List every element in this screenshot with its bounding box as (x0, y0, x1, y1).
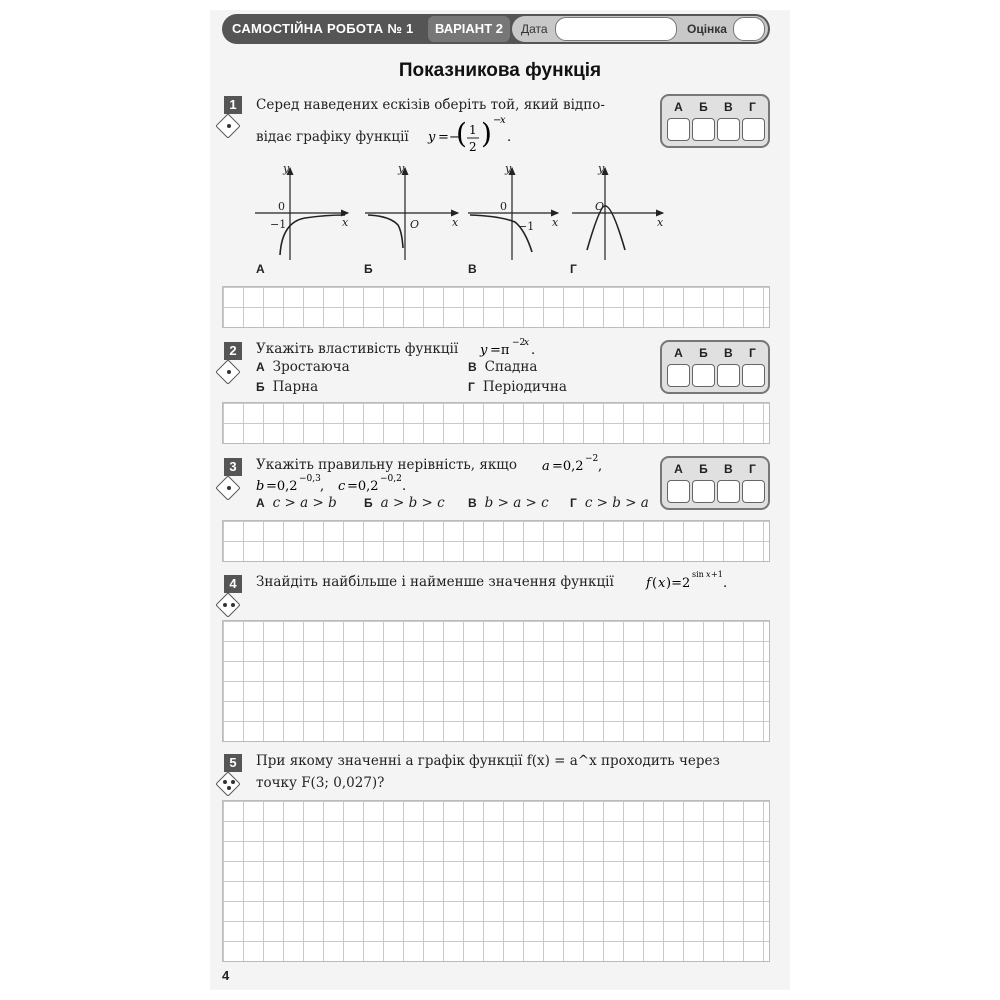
difficulty-dot-icon (227, 786, 231, 790)
svg-text:x: x (552, 216, 559, 229)
svg-text:=0,2: =0,2 (347, 479, 379, 494)
svg-text:−0,2: −0,2 (380, 474, 402, 484)
svg-text:.: . (507, 130, 512, 145)
answer-grid-4[interactable] (222, 620, 770, 742)
task-2-text (256, 340, 458, 358)
task-2-option-g: Г Періодична (468, 379, 567, 395)
answer-letter: А (674, 100, 683, 114)
svg-text:−2: −2 (512, 338, 526, 348)
svg-text:=0,2: =0,2 (552, 459, 584, 474)
difficulty-dot-icon (223, 603, 227, 607)
svg-text:x: x (524, 338, 530, 348)
task-1-line1: Серед наведених ескізів оберіть той, який відпо- (256, 97, 605, 113)
svg-text:y: y (480, 343, 488, 358)
svg-text:x: x (706, 570, 711, 579)
answer-cell-a[interactable] (667, 364, 690, 387)
answer-letter: Г (749, 346, 756, 360)
svg-text:−2: −2 (585, 454, 599, 464)
answer-grid-2[interactable] (222, 402, 770, 444)
svg-text:+1: +1 (711, 570, 723, 579)
answer-cell-v[interactable] (717, 480, 740, 503)
answer-letter: А (674, 462, 683, 476)
graph-v (468, 162, 559, 260)
svg-text:1: 1 (469, 123, 477, 137)
svg-text:O: O (410, 218, 420, 231)
graph-label-b: Б (364, 262, 373, 276)
task-2-question: Укажіть властивість функції (256, 341, 459, 357)
task-3-formula-a (540, 450, 630, 476)
svg-text:0: 0 (278, 200, 285, 213)
date-label: Дата (521, 22, 548, 36)
svg-text:0: 0 (500, 200, 507, 213)
task-3-option-b: Б a > b > c (364, 495, 445, 511)
svg-text:y: y (505, 162, 512, 175)
answer-cell-a[interactable] (667, 480, 690, 503)
difficulty-dot-icon (231, 780, 235, 784)
task-5-line1: При якому значенні a графік функції f(x) = a^x проходить через (256, 753, 720, 769)
variant-badge: ВАРІАНТ 2 (428, 16, 510, 42)
task-number-1: 1 (224, 96, 242, 114)
answer-letter: В (724, 346, 733, 360)
task-number-3: 3 (224, 458, 242, 476)
answer-cell-g[interactable] (742, 480, 765, 503)
svg-text:x: x (452, 216, 459, 229)
answer-cell-a[interactable] (667, 118, 690, 141)
svg-text:−1: −1 (518, 220, 535, 233)
answer-cell-g[interactable] (742, 118, 765, 141)
graph-b (365, 162, 459, 260)
svg-text:x: x (500, 115, 506, 126)
difficulty-dot-icon (223, 780, 227, 784)
task-3-option-v: В b > a > c (468, 495, 549, 511)
svg-text:=π: =π (490, 343, 510, 358)
task-1-line2-wrap (256, 128, 409, 146)
task-5-line2: точку F(3; 0,027)? (256, 775, 385, 791)
task-number-4: 4 (224, 575, 242, 593)
svg-text:y: y (283, 162, 290, 175)
answer-letter: Б (699, 462, 708, 476)
svg-text:−1: −1 (270, 218, 287, 231)
svg-text:−0,3: −0,3 (299, 474, 321, 484)
task-number-2: 2 (224, 342, 242, 360)
task-3-question: Укажіть правильну нерівність, якщо (256, 457, 517, 473)
svg-text:x: x (658, 576, 666, 591)
svg-text:,: , (598, 459, 603, 474)
answer-letter: А (674, 346, 683, 360)
graph-g (572, 162, 664, 260)
task-2-option-v: В Спадна (468, 359, 538, 375)
svg-text:(: ( (652, 576, 658, 591)
answer-cell-b[interactable] (692, 118, 715, 141)
difficulty-dot-icon (231, 603, 235, 607)
svg-text:(: ( (456, 117, 467, 150)
difficulty-dot-icon (227, 124, 231, 128)
svg-text:c: c (338, 479, 346, 494)
answer-cell-v[interactable] (717, 118, 740, 141)
svg-text:y: y (398, 162, 405, 175)
answer-grid-5[interactable] (222, 800, 770, 962)
answer-letter: В (724, 100, 733, 114)
task-3-option-a: А c > a > b (256, 495, 337, 511)
answer-grid-1[interactable] (222, 286, 770, 328)
svg-text:): ) (481, 117, 492, 150)
svg-text:)=2: )=2 (666, 576, 691, 591)
difficulty-dot-icon (227, 486, 231, 490)
svg-text:x: x (657, 216, 664, 229)
svg-text:−: − (493, 115, 502, 126)
task-3-formula-bc (254, 470, 424, 496)
svg-text:x: x (342, 216, 349, 229)
answer-letter: Г (749, 100, 756, 114)
task-4-formula (644, 566, 754, 594)
answer-box-3 (660, 456, 770, 510)
answer-box-1 (660, 94, 770, 148)
header-title: САМОСТІЙНА РОБОТА № 1 (232, 21, 414, 36)
graph-a (255, 162, 349, 260)
task-3-option-g: Г c > b > a (570, 495, 649, 511)
page-number: 4 (222, 968, 230, 983)
svg-text:.: . (531, 343, 536, 358)
svg-text:,: , (320, 479, 325, 494)
task-1-formula (426, 110, 526, 158)
graph-label-v: В (468, 262, 477, 276)
answer-cell-g[interactable] (742, 364, 765, 387)
page-title: Показникова функція (398, 60, 602, 81)
svg-text:.: . (402, 479, 407, 494)
task-2-option-a: А Зростаюча (256, 359, 350, 375)
graph-label-g: Г (570, 262, 577, 276)
svg-text:O: O (595, 200, 605, 213)
task-1-line2: відає графіку функції (256, 129, 409, 145)
date-field[interactable] (555, 17, 677, 41)
answer-letter: Г (749, 462, 756, 476)
answer-cell-b[interactable] (692, 480, 715, 503)
answer-letter: В (724, 462, 733, 476)
grade-field[interactable] (733, 17, 765, 41)
svg-text:=0,2: =0,2 (266, 479, 298, 494)
answer-grid-3[interactable] (222, 520, 770, 562)
task-4-question: Знайдіть найбільше і найменше значення функції (256, 574, 614, 590)
svg-text:a: a (542, 459, 550, 474)
task-number-5: 5 (224, 754, 242, 772)
svg-text:y: y (598, 162, 605, 175)
svg-text:.: . (723, 576, 728, 591)
grade-label: Оцінка (687, 22, 727, 36)
task-1-graphs (250, 160, 670, 260)
svg-text:sin: sin (692, 570, 704, 579)
answer-cell-v[interactable] (717, 364, 740, 387)
graph-label-a: А (256, 262, 265, 276)
svg-text:f: f (646, 576, 651, 591)
task-2-formula (478, 334, 558, 360)
task-2-option-b: Б Парна (256, 379, 319, 395)
answer-letter: Б (699, 100, 708, 114)
svg-text:=−: =− (438, 130, 460, 145)
answer-cell-b[interactable] (692, 364, 715, 387)
svg-text:b: b (256, 479, 265, 494)
svg-text:2: 2 (469, 140, 477, 154)
svg-text:y: y (428, 130, 436, 145)
difficulty-dot-icon (227, 370, 231, 374)
answer-letter: Б (699, 346, 708, 360)
answer-box-2 (660, 340, 770, 394)
task-4-text (256, 573, 614, 591)
